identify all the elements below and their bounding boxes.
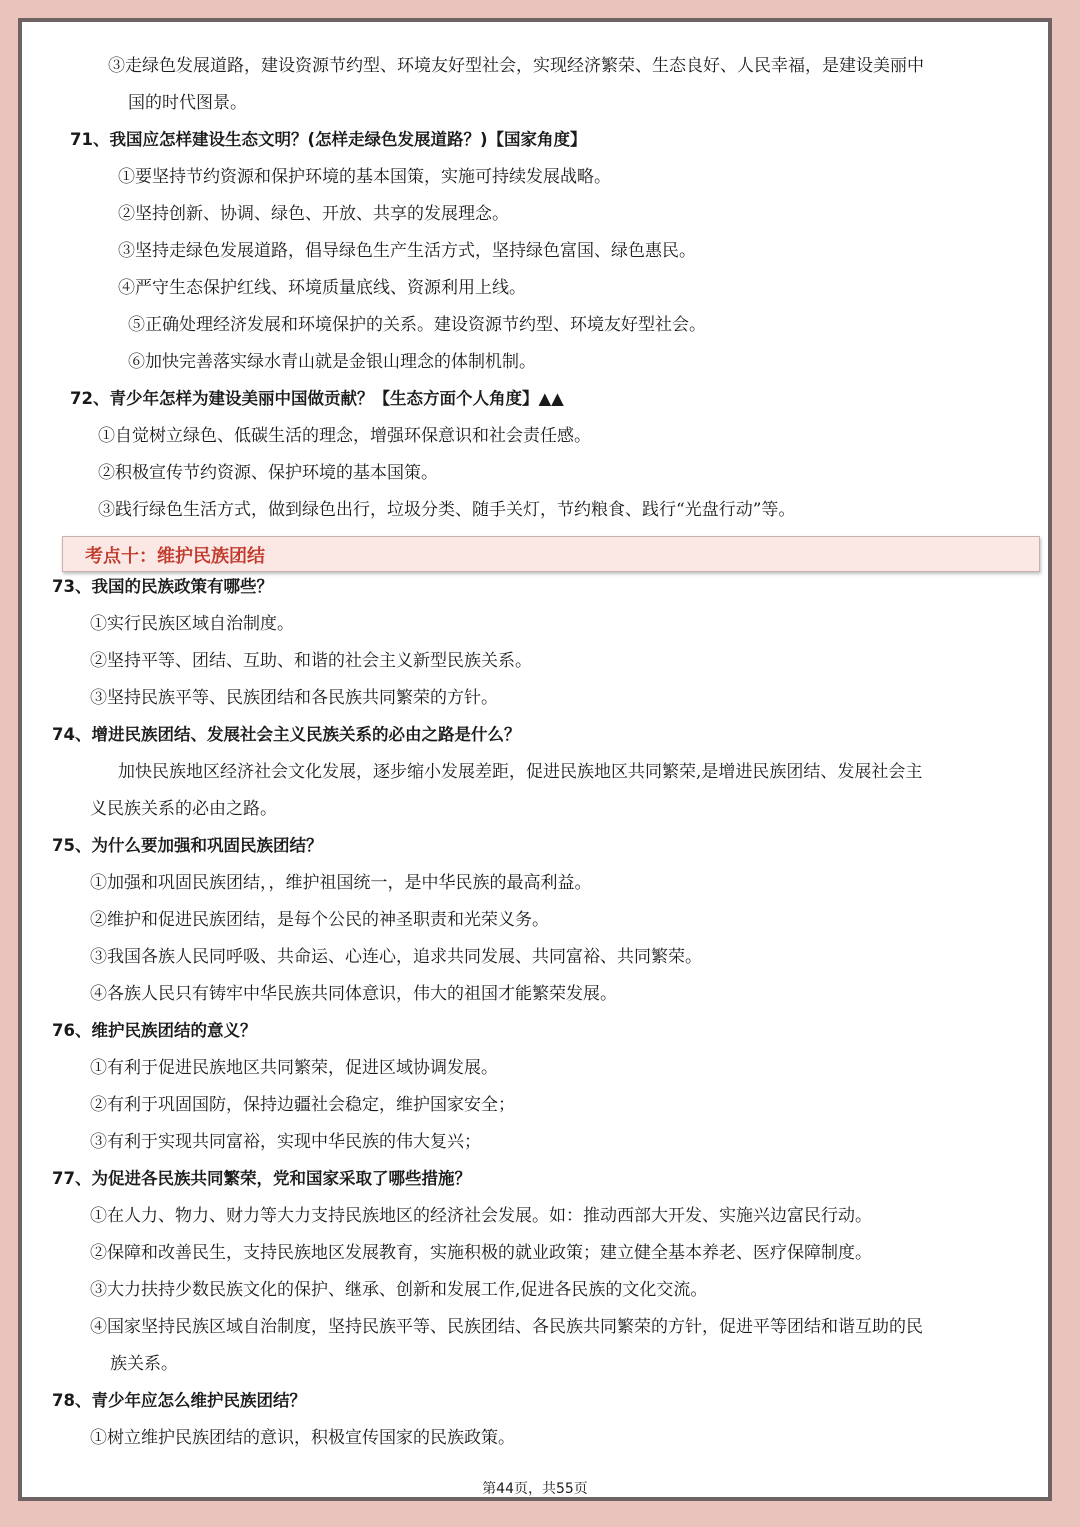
text-line: ②保障和改善民生，支持民族地区发展教育，实施积极的就业政策；建立健全基本养老、医疗保障制度。 — [90, 1243, 872, 1263]
page-content — [32, 22, 1038, 1497]
text-line: ③大力扶持少数民族文化的保护、继承、创新和发展工作,促进各民族的文化交流。 — [90, 1280, 708, 1300]
text-line: ③坚持民族平等、民族团结和各民族共同繁荣的方针。 — [90, 688, 498, 708]
page-number: 第44页，共55页 — [482, 1481, 588, 1497]
text-line: ②坚持创新、协调、绿色、开放、共享的发展理念。 — [118, 204, 509, 224]
text-line: ②积极宣传节约资源、保护环境的基本国策。 — [98, 463, 438, 483]
text-line: ①要坚持节约资源和保护环境的基本国策，实施可持续发展战略。 — [118, 167, 611, 187]
text-line: ②有利于巩固国防，保持边疆社会稳定，维护国家安全； — [90, 1095, 515, 1115]
question-73-heading: 73、我国的民族政策有哪些？ — [52, 577, 273, 596]
question-76-heading: 76、维护民族团结的意义？ — [52, 1021, 257, 1040]
text-line: ①在人力、物力、财力等大力支持民族地区的经济社会发展。如：推动西部大开发、实施兴边富民行动。 — [90, 1206, 872, 1226]
text-line: ⑤正确处理经济发展和环境保护的关系。建设资源节约型、环境友好型社会。 — [128, 315, 706, 335]
text-line: ④各族人民只有铸牢中华民族共同体意识，伟大的祖国才能繁荣发展。 — [90, 984, 617, 1004]
page-frame — [18, 18, 1052, 1501]
text-line: ②维护和促进民族团结，是每个公民的神圣职责和光荣义务。 — [90, 910, 549, 930]
section-header — [62, 536, 1040, 572]
question-72-heading: 72、青少年怎样为建设美丽中国做贡献？【生态方面个人角度】▲▲ — [70, 389, 564, 408]
question-75-heading: 75、为什么要加强和巩固民族团结？ — [52, 836, 323, 855]
text-line: ④国家坚持民族区域自治制度，坚持民族平等、民族团结、各民族共同繁荣的方针，促进平等团结和谐互助的民 — [90, 1317, 923, 1337]
text-line: 国的时代图景。 — [128, 93, 247, 113]
section-title: 考点十：维护民族团结 — [85, 546, 265, 567]
text-line: ①实行民族区域自治制度。 — [90, 614, 294, 634]
text-line: ③有利于实现共同富裕，实现中华民族的伟大复兴； — [90, 1132, 481, 1152]
text-line: ④严守生态保护红线、环境质量底线、资源利用上线。 — [118, 278, 526, 298]
text-line: 族关系。 — [110, 1354, 178, 1374]
text-line: 义民族关系的必由之路。 — [90, 799, 277, 819]
text-line: ②坚持平等、团结、互助、和谐的社会主义新型民族关系。 — [90, 651, 532, 671]
text-line: ③我国各族人民同呼吸、共命运、心连心，追求共同发展、共同富裕、共同繁荣。 — [90, 947, 702, 967]
text-line: ①树立维护民族团结的意识，积极宣传国家的民族政策。 — [90, 1428, 515, 1448]
question-78-heading: 78、青少年应怎么维护民族团结？ — [52, 1391, 306, 1410]
text-line: ⑥加快完善落实绿水青山就是金银山理念的体制机制。 — [128, 352, 536, 372]
text-line: ①自觉树立绿色、低碳生活的理念，增强环保意识和社会责任感。 — [98, 426, 591, 446]
question-71-heading: 71、我国应怎样建设生态文明？(怎样走绿色发展道路？)【国家角度】 — [70, 130, 587, 149]
text-line: ①加强和巩固民族团结，，维护祖国统一，是中华民族的最高利益。 — [90, 873, 592, 893]
question-77-heading: 77、为促进各民族共同繁荣，党和国家采取了哪些措施？ — [52, 1169, 471, 1188]
text-line: ①有利于促进民族地区共同繁荣，促进区域协调发展。 — [90, 1058, 498, 1078]
text-line: ③走绿色发展道路，建设资源节约型、环境友好型社会，实现经济繁荣、生态良好、人民幸福，是建设美丽中 — [108, 56, 924, 76]
text-line: ③坚持走绿色发展道路，倡导绿色生产生活方式，坚持绿色富国、绿色惠民。 — [118, 241, 696, 261]
text-line: 加快民族地区经济社会文化发展，逐步缩小发展差距，促进民族地区共同繁荣,是增进民族团结、发展社会主 — [118, 762, 923, 782]
question-74-heading: 74、增进民族团结、发展社会主义民族关系的必由之路是什么？ — [52, 725, 521, 744]
text-line: ③践行绿色生活方式，做到绿色出行，垃圾分类、随手关灯，节约粮食、践行“光盘行动”等。 — [98, 500, 796, 520]
